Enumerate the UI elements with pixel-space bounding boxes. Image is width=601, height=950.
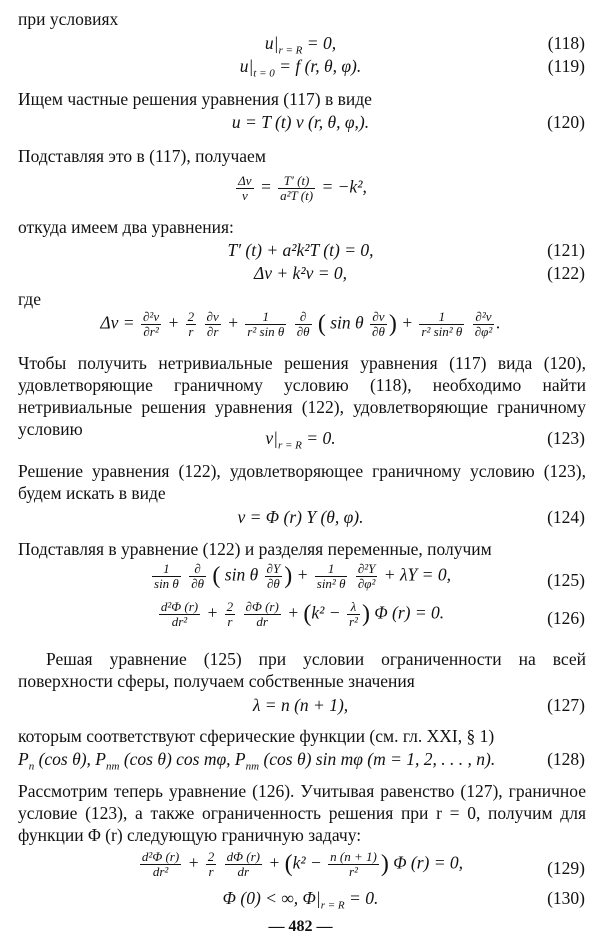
equation-number: (130) bbox=[547, 888, 585, 908]
equation-124: v = Φ (r) Y (θ, φ). (124) bbox=[237, 507, 585, 527]
page-number: — 482 — bbox=[268, 918, 333, 935]
paragraph: где bbox=[18, 289, 41, 309]
equation-118: $u|_{r = R} = 0$, (118) bbox=[264, 33, 585, 57]
paragraph: откуда имеем два уравнения: bbox=[18, 217, 234, 237]
equation-126: $\frac{\text{d²Φ (r)}}{\text{dr²}}$ + $\frac{2}{r}$ $\frac{\partial\Phi (r)}{dr}$ + (k² − $\frac{\lambda}{\text{r²}}$ ) Φ (r) = 0. (126) bbox=[160, 599, 585, 629]
equation-number: (118) bbox=[547, 33, 585, 53]
paragraph: Рассмотрим теперь уравнение (126). Учитывая равенство (127), граничное условие (123), а также ограниченность решения при r = 0, получим для функции Φ (r) следующую граничную задачу: bbox=[18, 781, 586, 845]
paragraph: Подставляя это в (117), получаем bbox=[18, 146, 266, 166]
paragraph: Решение уравнения (122), удовлетворяющее граничному условию (123), будем искать в виде bbox=[18, 461, 586, 503]
equation-125: $\frac{1}{\text{sin θ}}$ $\frac{\partial}{\partial\theta}$ ( sin θ $\frac{\partial Y}{\partial\theta}$ ) + $\frac{1}{\text{sin² θ}}$ $\frac{\text{∂²Y}}{\text{∂φ²}}$ + λY = 0, (125) bbox=[154, 561, 585, 591]
equation-number: (122) bbox=[547, 263, 585, 283]
equation-122: Δv + k²v = 0, (122) bbox=[253, 263, 585, 283]
equation-unnumbered: $\frac{\Delta v}{v}$ = $\frac{T' (t)}{\text{a²T (t)}}$ = −k², bbox=[238, 173, 367, 203]
equation-number: (123) bbox=[547, 428, 585, 448]
paragraph: Подставляя в уравнение (122) и разделяя переменные, получим bbox=[18, 539, 492, 559]
equation-119: $u|_{t = 0} = f$ (r, θ, φ). (119) bbox=[239, 56, 585, 80]
equation-number: (124) bbox=[547, 507, 585, 527]
paragraph: Чтобы получить нетривиальные решения уравнения (117) вида (120), удовлетворяющие граничному условию (118), необходимо найти нетривиальные решения уравнения (122), удовлетворяющие граничному условию bbox=[18, 353, 586, 439]
equation-number: (121) bbox=[547, 240, 585, 260]
equation-number: (129) bbox=[547, 858, 585, 878]
equation-130: Φ (0) < ∞, $\Phi|_{r = R} = 0$. (130) bbox=[222, 888, 585, 912]
paragraph: Ищем частные решения уравнения (117) в виде bbox=[18, 89, 372, 109]
equation-number: (120) bbox=[547, 112, 585, 132]
equation-120: u = T (t) v (r, θ, φ,). (120) bbox=[231, 112, 585, 132]
equation-127: λ = n (n + 1), (127) bbox=[252, 695, 585, 715]
equation-128: $P_n$ (cos θ), $P_{nm}$ (cos θ) cos mφ, $P_{nm}$ (cos θ) sin mφ (m = 1, 2, . . . , n). (128) bbox=[18, 749, 585, 773]
equation-number: (127) bbox=[547, 695, 585, 715]
equation-number: (128) bbox=[547, 749, 585, 769]
equation-number: (125) bbox=[547, 570, 585, 590]
equation-129: $\frac{\text{d²Φ (r)}}{\text{dr²}}$ + $\frac{2}{r}$ $\frac{d\Phi (r)}{dr}$ + (k² − $\frac{n (n + 1)}{\text{r²}}$ ) Φ (r) = 0, (129) bbox=[141, 849, 585, 879]
equation-123: $v|_{r = R} = 0$. (123) bbox=[265, 428, 585, 452]
paragraph: при условиях bbox=[18, 9, 119, 29]
paragraph: которым соответствуют сферические функции (см. гл. XXI, § 1) bbox=[18, 726, 495, 746]
equation-number: (119) bbox=[547, 56, 585, 76]
paragraph: Решая уравнение (125) при условии ограниченности на всей поверхности сферы, получаем собственные значения bbox=[18, 649, 586, 691]
equation-121: T′ (t) + a²k²T (t) = 0, (121) bbox=[227, 240, 585, 260]
equation-laplacian: Δv = $\frac{\text{∂²v}}{\text{∂r²}}$ + $\frac{2}{r}$ $\frac{\partial v}{\partial r}$ + $\frac{1}{\text{r² sin θ}}$ $\frac{\partial}{\partial\theta}$ ( sin θ $\frac{\partial v}{\partial\theta}$ ) + $\frac{1}{\text{r² sin² θ}}$ $\frac{\text{∂²v}}{\text{∂φ²}}$ . bbox=[100, 309, 501, 339]
equation-number: (126) bbox=[547, 608, 585, 628]
